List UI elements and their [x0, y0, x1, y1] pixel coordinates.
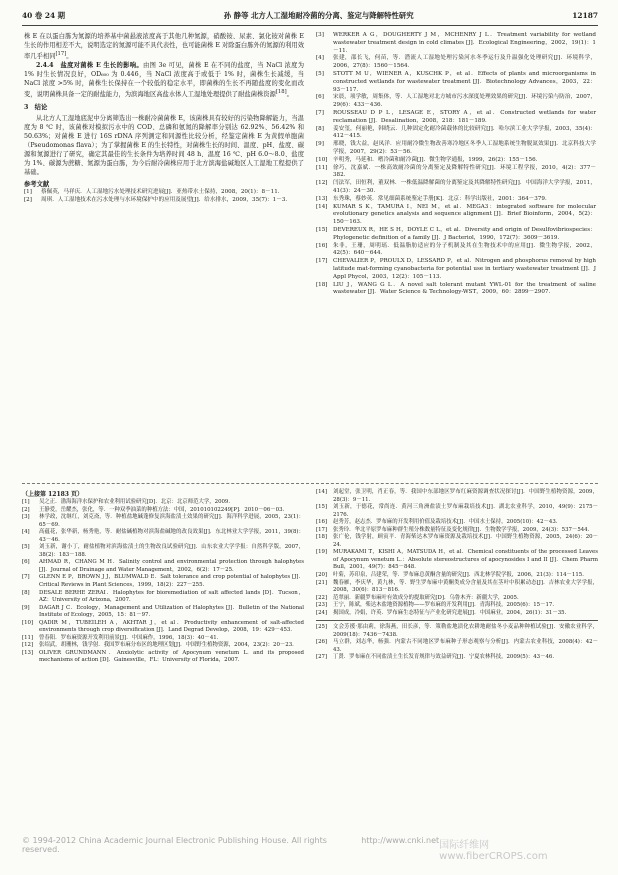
reference-text: OLIVER GRUNDMANN．Anxiolytic activity of Apocynum venetum L. and its proposed mechanisms of action [D]．Gainesville，FL：University of Florida，2007．	[39, 649, 304, 664]
reference-item	[22, 620, 304, 635]
running-header	[22, 8, 598, 22]
reference-number: [4]	[22, 529, 30, 536]
reference-text: DEVEREUX R，HE S H，DOYLE C L，et al．Diversity and origin of Desulfovibriospecies：Phylogenetic definition of a family [J]．J Bacteriol，1990，172(7)：3609－3619．	[333, 226, 596, 241]
heading-conclusion: 3 结论	[24, 103, 48, 111]
reference-number: [5]	[316, 70, 324, 77]
page-number: 12187	[572, 10, 598, 20]
reference-item	[316, 204, 596, 227]
reference-number: [12]	[316, 180, 328, 187]
reference-number: [13]	[316, 195, 328, 202]
reference-list-left	[24, 189, 304, 205]
running-title: 孙 静等 北方人工湿地耐冷菌的分离、鉴定与降解特性研究	[223, 10, 414, 20]
reference-text: 揭国成，冷娟，许英．罗布麻生态特征与产业化研究进展[J]．中国麻业，2004，26(1)：31－35．	[333, 609, 570, 616]
reference-number: [22]	[316, 594, 328, 601]
reference-text: 丁贤．罗布麻在不同盐渍土生长发育规律与效益研究[J]．宁夏农林科技，2009(5)：43－46．	[333, 654, 558, 661]
reference-item	[316, 227, 596, 243]
reference-text: 刘起堂，张卫明，肖正春，等．我国中东部地区罗布红麻资源调查状况探讨[J]．中国野生植物资源，2009，28(3)：9－11．	[333, 489, 598, 503]
reference-item	[316, 94, 596, 110]
reference-item	[316, 55, 596, 71]
right-column	[316, 32, 596, 297]
reference-item	[316, 180, 596, 196]
reference-item	[22, 499, 304, 507]
reference-text: 王宁，陈斌，柴达木盐地资源植物——罗布麻的开发利用[J]．青海科技，2005(6)：15－17．	[333, 602, 558, 609]
continued-note: （上接第 12183 页）	[22, 491, 84, 498]
reference-text: 张建，邵长飞，何苗，等．潜流人工湿地处理污染河水冬季运行及升温强化处理研究[J]．环境科学，2006，27(8)：1560－1564．	[333, 55, 596, 70]
reference-number: [16]	[316, 242, 328, 249]
lower-left-block	[22, 489, 304, 665]
paragraph-nitrogen: 株 E 在以蛋白胨为氮源的培养基中菌悬液浓度高于其他几种氮源，硝酸铵、尿素、氯化铵对菌株 E 生长的作用相差不大，说明选定的氮源可能不具代表性，也可能菌株 E 对除蛋白胨外的氮源的利用效率几乎相同[17]。	[24, 33, 304, 61]
reference-item	[316, 639, 598, 654]
reference-item	[22, 559, 304, 574]
reference-number: [8]	[316, 125, 324, 132]
left-column	[24, 32, 304, 205]
reference-number: [5]	[22, 544, 30, 551]
reference-number: [4]	[316, 55, 324, 62]
reference-item	[316, 32, 596, 55]
reference-text: 宋晨，项学敏，周集体，等．人工湿地对北方城市污水深度处理效果的研究[J]．环境污染与防治，2007，29(6)：433－436．	[333, 94, 596, 109]
reference-text: 东秀珠，蔡妙英．常见细菌系统鉴定手册[K]．北京：科学出版社，2001：364－379．	[333, 195, 551, 202]
reference-item	[24, 197, 304, 205]
reference-item	[24, 189, 304, 197]
watermark: 国际纤维网 www.fiberCROPS.com	[439, 840, 548, 862]
reference-item	[316, 71, 596, 94]
reference-text: 徐巧，沈嘉斌．一株高效耐冷菌的分离鉴定及降解特性研究[J]．环境工程学报，2010，4(2)：377－382．	[333, 164, 596, 179]
reference-number: [20]	[316, 572, 328, 579]
reference-number: [14]	[316, 203, 328, 210]
reference-text: 赵秀芳，赵志杰．罗布麻的开发利用价值及栽培技术[J]．中国水土保持，2005(10)：42－43．	[333, 519, 562, 526]
reference-item	[22, 642, 304, 650]
reference-item	[316, 572, 598, 580]
site-link[interactable]: http://www.cnki.net	[361, 836, 440, 845]
reference-number: [15]	[316, 226, 328, 233]
copyright-text: © 1994-2012 China Academic Journal Electronic Publishing House. All rights reserved.	[22, 836, 327, 854]
reference-item	[316, 141, 596, 157]
page-footer	[22, 836, 598, 862]
reference-number: [2]	[24, 196, 32, 203]
reference-number: [1]	[22, 499, 30, 505]
reference-text: STOTT M U，WIENER A，KUSCHK P，et al．Effects of plants and microorganisms in constructed wetlands for wastewater treatment [J]．Biotechnology Advances，2003，22：93－117．	[333, 70, 596, 93]
reference-number: [18]	[316, 281, 328, 288]
reference-number: [17]	[316, 526, 328, 533]
reference-number: [1]	[24, 188, 32, 195]
reference-text: 张秀玲．华北平原罗布麻种群生殖分株数量特征及变化规律[J]．生物数学学报，2009，24(3)：537－544．	[333, 526, 594, 533]
reference-text: 马立群，刘志华，杨强．内蒙古不同地区罗布麻种子形态观察与分析[J]．内蒙古农业科技，2008(4)：42－43．	[333, 639, 598, 653]
reference-number: [7]	[316, 109, 324, 116]
reference-text: 蔡佩英，马祥庆．人工湿地污水处理技术研究进展[J]．亚热带水土保持，2008，20(1)：8－11．	[41, 188, 284, 195]
reference-number: [6]	[22, 559, 30, 566]
references-heading: 参考文献	[24, 180, 50, 188]
reference-item	[22, 529, 304, 544]
reference-text: 周琪．人工湿地技术在污水处理与水环境保护中的应用及展望[J]．给水排水，2009，35(7)：1－3．	[41, 196, 291, 203]
reference-text: WERKER A G，DOUGHERTY J M，MCHENRY J L．Treatment variability for wetland wastewater treatment design in cold climates [J]．Ecological Engineering，2002，19(1)：1－11．	[333, 32, 596, 54]
reference-text: ROUSSEAU D P L，LESAGE E，STORY A，et al．Constructed wetlands for water reclamation [J]．Desalination，2008，218：181－189．	[333, 109, 596, 124]
reference-item	[22, 507, 304, 515]
reference-text: 文会芳援·那由莉，徐海燕，田长彦，等．策勒盐地渍化农耕地耐盐冬小麦品种种植试验[J]．安徽农业科学，2009(18)：7436－7438．	[333, 624, 598, 638]
reference-item	[316, 196, 596, 204]
paragraph-conclusion: 从北方人工湿地底泥中分离筛选出一株耐冷菌菌株 E，该菌株具有较好的污染物降解能力，当温度为 8 ℃ 时，该菌株对模拟污水中的 COD、总磷和氨氮的降解率分别达 62.92%、56.42% 和 50.63%；对菌株 E 进行 16S rDNA 序列测定和同源性比较分析，经鉴定菌株 E 为黄假单胞菌（Pseudomonas flava）；为了掌握菌株 E 的生长特性，对菌株生长的时间、温度、pH、盐度、碳源和氮源进行了研究，确定其最佳的生长条件为培养时间 48 h、温度 16 ℃、pH 6.0～8.0、盐度为 1%、碳源为蔗糖、氮源为蛋白胨，为今后耐冷菌株应用于北方滨海盐碱地区人工湿地工程提供了基础。	[24, 114, 304, 176]
reference-item	[22, 544, 304, 559]
reference-item	[316, 519, 598, 527]
reference-number: [19]	[316, 549, 328, 556]
reference-number: [23]	[316, 602, 328, 609]
reference-list-right	[316, 32, 596, 297]
reference-list-lower-right	[316, 489, 598, 617]
reference-item	[22, 650, 304, 665]
reference-item	[316, 610, 598, 618]
issue-label: 40 卷 24 期	[22, 10, 66, 20]
reference-list-lower-right-b	[316, 624, 598, 662]
paragraph-salinity: 2.4.4 盐度对菌株 E 生长的影响。由图 3e 可见，菌株 E 在不同的盐度，当 NaCl 浓度为 1% 时生长情况良好，OD₆₀₀ 为 0.446，当 NaCl 浓度高于或低于 1% 时，菌株生长减缓，当 NaCl 浓度 >5% 时，菌株生长保持在一个较低的稳定水平，即菌株的生长不再随盐度的变化而改变，说明菌株具备一定的耐盐能力，为滨海地区高盐水体人工湿地处理提供了耐盐菌株资源[18]。	[24, 62, 305, 99]
reference-text: 刘玉新，谢小丁，耐盐植物对滨海盐渍土的生物改良试验研究[J]．山东农业大学学报：自然科学版，2007，38(2)：183－188．	[39, 544, 304, 558]
reference-item	[316, 654, 598, 662]
reference-text: 叶菊，苏印泉，吕建荣，等．罗布麻总黄酮含量的研究[J]．西北林学院学报，2006，21(3)：114－115．	[333, 572, 588, 579]
reference-item	[316, 165, 596, 181]
reference-item	[316, 504, 598, 519]
reference-item	[316, 282, 596, 298]
reference-number: [6]	[316, 94, 324, 101]
reference-number: [27]	[316, 654, 328, 661]
reference-number: [13]	[22, 649, 34, 656]
reference-item	[316, 489, 598, 504]
reference-item	[316, 602, 598, 610]
reference-text: 邢晓，钱大益，赵凤洋．应用耐冷微生物改善寒冷地区冬季人工湿地系统生物脱氮效果[J]．北京科技大学学报，2007，29(2)：53－56．	[333, 141, 596, 155]
reference-number: [16]	[316, 519, 328, 526]
reference-text: QADIR M，TUBEILEH A，AKHTAR J，et al．Productivity enhancement of salt-affected environments through crop diversification [J]．Land Degrad Develop，2008，19：429－453．	[39, 619, 304, 634]
reference-text: 王静爱，岳耀杰，张化，等．一种双季油菜的种植方法：中国，201010102249[P]．2010－06－03．	[39, 506, 288, 513]
reference-number: [18]	[316, 534, 328, 541]
reference-text: 曾春阳．罗布麻资源开发利用前景[J]．中国麻作，1996，18(3)：40－41．	[39, 634, 223, 641]
reference-text: KUMAR S K，TAMURA I，NEI M，et al．MEGA3：integrated software for molecular evolutionary genetics analysis and sequence alignment [J]．Brief Bioinform，2004，5(2)：150－163．	[333, 203, 596, 226]
reference-item	[316, 258, 596, 281]
reference-text: 刘玉新，于德花，常尚连．黄河三角洲盐渍土罗布麻栽培技术[J]．湖北农业科学，2010，49(9)：2175－2176．	[333, 504, 598, 518]
reference-item	[316, 126, 596, 142]
reference-text: DESALE BERHE ZERAI．Halophytes for bioremediation of salt affected lands [D]．Tucson，AZ：University of Arizona，2007．	[39, 589, 304, 604]
reference-item	[316, 110, 596, 126]
section-divider	[22, 483, 598, 484]
reference-text: LIU J，WANG G L．A novel salt tolerant mutant YWL-01 for the treatment of saline wastewater [J]．Water Science & Technology-WST，2009，60：2899－2907．	[333, 281, 596, 296]
reference-text: 林学政，沈继红，刘克斋，等．种植盐地碱蓬修复滨海盐渍土效果的研究[J]．海洋科学进展，2005，23(1)：65－69．	[39, 514, 304, 528]
reference-text: 朱非，王珊，周明瑶．低温脂肪适应的分子机制及其在生物技术中的应用[J]．微生物学报，2002，42(5)：640－644．	[333, 242, 596, 257]
reference-number: [10]	[316, 156, 328, 163]
reference-number: [2]	[22, 506, 30, 513]
reference-number: [14]	[316, 489, 328, 495]
reference-item	[22, 590, 304, 605]
reference-number: [7]	[22, 574, 30, 581]
reference-number: [15]	[316, 504, 328, 511]
reference-number: [9]	[316, 141, 324, 148]
lower-right-block	[316, 489, 598, 662]
reference-text: DAGAR J C．Ecology，Management and Utilization of Halophytes [J]．Bulletin of the National Institute of Ecology，2005，15：81－97．	[39, 604, 304, 619]
reference-text: 姜安玺，何丽艳，韩晓云．几种固定化耐冷菌载体的比较研究[J]．哈尔滨工业大学学报，2003，35(4)：412－415．	[333, 125, 596, 140]
reference-separator	[316, 620, 598, 621]
reference-number: [17]	[316, 258, 328, 265]
reference-text: 张广伦，钱学射，顾寅平．青海柴达木罗布麻资源及栽培技术[J]．中国野生植物资源，2005，24(6)：20－24．	[333, 534, 598, 548]
reference-text: 魏春雁，李庆华，黄九林，等．野生罗布麻中黄酮类成分含量及其在茎叶中积累动态[J]．吉林农业大学学报，2008，30(6)：813－816．	[333, 579, 598, 594]
reference-item	[22, 605, 304, 620]
reference-text: 闫法军，田恒利，董双林．一株低温降解菌的分离鉴定及其降解特性研究[J]．中国海洋大学学报，2011，41(3)：24－30．	[333, 180, 596, 194]
reference-item	[22, 574, 304, 589]
reference-text: 吴之正．渤海海洋水保护和农业利用试验研究[D]．北京：北京师范大学，2009．	[39, 499, 234, 505]
reference-text: 范翠丽．新疆罗布麻叶有效成分的提取研究[D]．乌鲁木齐：新疆大学，2005．	[333, 594, 523, 601]
reference-number: [11]	[316, 164, 328, 171]
reference-text: 张绍武，胡珊林，钱学射．我国罗布麻分布区的地理区划[J]．中国野生植物资源，2004，23(2)：20－23．	[39, 642, 298, 649]
reference-number: [25]	[316, 624, 328, 631]
reference-number: [26]	[316, 639, 328, 646]
reference-item	[316, 243, 596, 259]
reference-number: [9]	[22, 604, 30, 611]
header-rule	[22, 25, 598, 26]
reference-number: [8]	[22, 589, 30, 596]
reference-text: GLENN E P，BROWN J J，BLUMWALD E．Salt tolerance and crop potential of halophytes [J]．Critical Reviews in Plant Sciences，1999，18(2)：227－255．	[39, 574, 304, 589]
reference-item	[316, 534, 598, 549]
reference-item	[316, 549, 598, 572]
reference-text: CHEVALIER P，PROULX D，LESSARD P，et al．Nitrogen and phosphorus removal by high latitude mat-forming cyanobacteria for potential use in tertiary wastewater treatment [J]．J Appl Phycol，2003，12(2)：105－113．	[333, 258, 596, 280]
reference-number: [21]	[316, 579, 328, 586]
reference-number: [3]	[22, 514, 30, 521]
reference-text: MURAKAMI T，KISHI A，MATSUDA H，et al．Chemical constituents of the processed Leaves of Apocynum venetum L.：Absolute stereostructures of apocynosides I and II [J]．Chem Pharm Bull，2001，49(7)：845－848．	[333, 549, 598, 571]
reference-text: 辛明秀，马延和．嗜冷菌和耐冷菌[J]．微生物学通报，1999，26(2)：155－156．	[333, 156, 542, 163]
reference-text: AHMAD R，CHANG M H．Salinity control and environmental protection through halophytes [J]．Journal of Drainage and Water Management，2002，6(2)：17－25．	[39, 559, 304, 573]
reference-number: [10]	[22, 619, 34, 626]
reference-item	[316, 157, 596, 165]
reference-item	[316, 624, 598, 639]
reference-text: 高蕴花，张华新，杨秀艳，等．耐盐碱植物对滨海盐碱地的改良效果[J]．东北林业大学学报，2011，39(8)：43－46．	[39, 529, 304, 543]
reference-item	[22, 514, 304, 529]
reference-list-lower-left	[22, 499, 304, 665]
reference-number: [24]	[316, 609, 328, 616]
reference-item	[316, 580, 598, 595]
reference-number: [11]	[22, 634, 34, 641]
reference-number: [12]	[22, 642, 34, 649]
reference-number: [3]	[316, 32, 324, 38]
heading-2-4-4: 2.4.4 盐度对菌株 E 生长的影响。	[36, 62, 143, 70]
